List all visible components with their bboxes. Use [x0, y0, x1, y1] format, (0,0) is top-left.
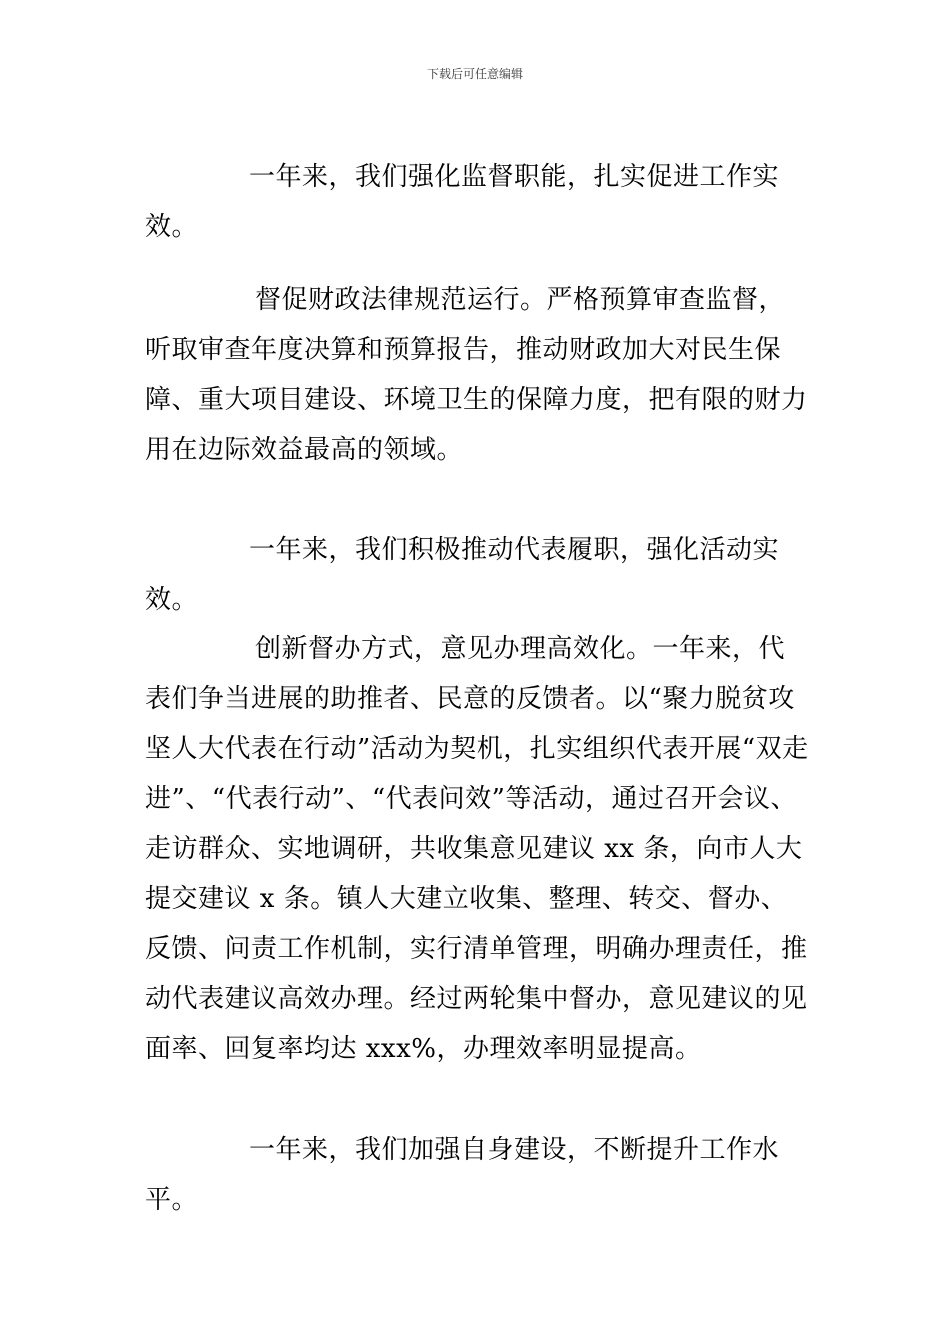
paragraph-4: 创新督办方式，意见办理高效化。一年来，代表们争当进展的助推者、民意的反馈者。以“聚力脱贫攻坚人大代表在行动”活动为契机，扎实组织代表开展“双走进”、“代表行动”、“代表问效”等活动，通过召开会议、走访群众、实地调研，共收集意见建议 xx 条，向市人大提交建议 x 条。镇人大建立收集、整理、转交、督办、反馈、问责工作机制，实行清单管理，明确办理责任，推动代表建议高效办理。经过两轮集中督办，意见建议的见面率、回复率均达 xxx%，办理效率明显提高。: [145, 634, 809, 1064]
paragraph-2: 督促财政法律规范运行。严格预算审查监督，听取审查年度决算和预算报告，推动财政加大对民生保障、重大项目建设、环境卫生的保障力度，把有限的财力用在边际效益最高的领域。: [145, 285, 808, 465]
page-header: 下载后可任意编辑: [426, 67, 523, 81]
paragraph-3: 一年来，我们积极推动代表履职，强化活动实效。: [145, 535, 780, 615]
paragraph-5: 一年来，我们加强自身建设，不断提升工作水平。: [145, 1135, 780, 1215]
paragraph-1: 一年来，我们强化监督职能，扎实促进工作实效。: [145, 162, 780, 242]
